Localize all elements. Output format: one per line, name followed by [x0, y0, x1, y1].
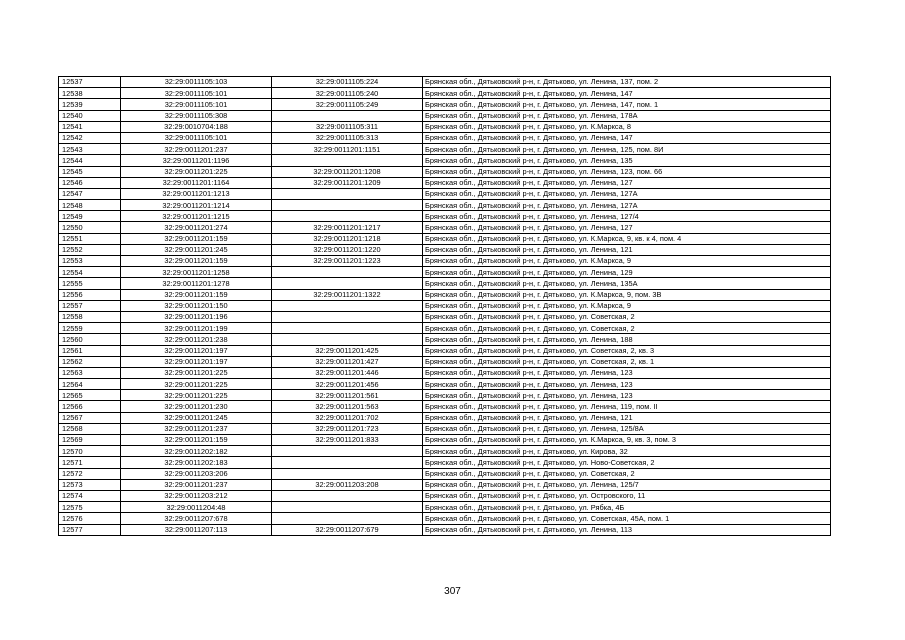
- table-row: [59, 177, 831, 188]
- object-number-cell: [272, 155, 423, 166]
- record-number-cell: 12549: [59, 211, 121, 222]
- object-number-cell: [272, 188, 423, 199]
- table-row: [59, 435, 831, 446]
- parcel-number-cell: 32:29:0011105:308: [121, 110, 272, 121]
- object-number-cell: 32:29:0011105:240: [272, 88, 423, 99]
- parcel-number-cell: 32:29:0011201:225: [121, 390, 272, 401]
- record-number-cell: 12542: [59, 132, 121, 143]
- address-cell: Брянская обл., Дятьковский р-н, г. Дятьково, ул. Ленина, 135А: [423, 278, 831, 289]
- address-cell: Брянская обл., Дятьковский р-н, г. Дятьково, ул. Ленина, 127А: [423, 200, 831, 211]
- record-number-cell: 12543: [59, 144, 121, 155]
- object-number-cell: 32:29:0011201:702: [272, 412, 423, 423]
- object-number-cell: [272, 457, 423, 468]
- object-number-cell: 32:29:0011105:224: [272, 77, 423, 88]
- record-number-cell: 12565: [59, 390, 121, 401]
- parcel-number-cell: 32:29:0011201:196: [121, 311, 272, 322]
- table-row: [59, 412, 831, 423]
- object-number-cell: 32:29:0011201:1220: [272, 244, 423, 255]
- table-row: [59, 144, 831, 155]
- table-row: [59, 379, 831, 390]
- table-row: [59, 233, 831, 244]
- parcel-number-cell: 32:29:0011202:182: [121, 446, 272, 457]
- address-cell: Брянская обл., Дятьковский р-н, г. Дятьково, ул. Ленина, 125/7: [423, 479, 831, 490]
- address-cell: Брянская обл., Дятьковский р-н, г. Дятьково, ул. Ленина, 127: [423, 177, 831, 188]
- record-number-cell: 12547: [59, 188, 121, 199]
- table-row: [59, 446, 831, 457]
- address-cell: Брянская обл., Дятьковский р-н, г. Дятьково, ул. Советская, 2: [423, 311, 831, 322]
- address-cell: Брянская обл., Дятьковский р-н, г. Дятьково, ул. К.Маркса, 9, кв. 3, пом. 3: [423, 435, 831, 446]
- object-number-cell: 32:29:0011201:1217: [272, 222, 423, 233]
- parcel-number-cell: 32:29:0011201:1215: [121, 211, 272, 222]
- parcel-number-cell: 32:29:0011201:1214: [121, 200, 272, 211]
- record-number-cell: 12566: [59, 401, 121, 412]
- table-row: [59, 334, 831, 345]
- page-number: 307: [444, 586, 461, 597]
- record-number-cell: 12560: [59, 334, 121, 345]
- object-number-cell: 32:29:0011105:311: [272, 121, 423, 132]
- table-row: [59, 200, 831, 211]
- record-number-cell: 12540: [59, 110, 121, 121]
- table-row: [59, 77, 831, 88]
- record-number-cell: 12557: [59, 300, 121, 311]
- table-row: [59, 300, 831, 311]
- table-row: [59, 289, 831, 300]
- object-number-cell: 32:29:0011201:1218: [272, 233, 423, 244]
- object-number-cell: 32:29:0011207:679: [272, 524, 423, 535]
- cadastral-table: [58, 76, 831, 536]
- address-cell: Брянская обл., Дятьковский р-н, г. Дятьково, ул. Ленина, 137, пом. 2: [423, 77, 831, 88]
- parcel-number-cell: 32:29:0011207:113: [121, 524, 272, 535]
- address-cell: Брянская обл., Дятьковский р-н, г. Дятьково, ул. Советская, 2, кв. 1: [423, 356, 831, 367]
- parcel-number-cell: 32:29:0011201:1196: [121, 155, 272, 166]
- object-number-cell: [272, 267, 423, 278]
- parcel-number-cell: 32:29:0011201:1213: [121, 188, 272, 199]
- table-row: [59, 502, 831, 513]
- record-number-cell: 12551: [59, 233, 121, 244]
- address-cell: Брянская обл., Дятьковский р-н, г. Дятьково, ул. Советская, 2, кв. 3: [423, 345, 831, 356]
- record-number-cell: 12572: [59, 468, 121, 479]
- record-number-cell: 12556: [59, 289, 121, 300]
- parcel-number-cell: 32:29:0011201:159: [121, 256, 272, 267]
- table-row: [59, 468, 831, 479]
- table-row: [59, 166, 831, 177]
- record-number-cell: 12541: [59, 121, 121, 132]
- parcel-number-cell: 32:29:0011201:237: [121, 144, 272, 155]
- table-row: [59, 121, 831, 132]
- table-row: [59, 457, 831, 468]
- object-number-cell: [272, 446, 423, 457]
- parcel-number-cell: 32:29:0011201:237: [121, 423, 272, 434]
- object-number-cell: [272, 490, 423, 501]
- parcel-number-cell: 32:29:0011201:1278: [121, 278, 272, 289]
- object-number-cell: 32:29:0011201:833: [272, 435, 423, 446]
- parcel-number-cell: 32:29:0011105:101: [121, 132, 272, 143]
- address-cell: Брянская обл., Дятьковский р-н, г. Дятьково, ул. Кирова, 32: [423, 446, 831, 457]
- record-number-cell: 12553: [59, 256, 121, 267]
- parcel-number-cell: 32:29:0011202:183: [121, 457, 272, 468]
- record-number-cell: 12559: [59, 323, 121, 334]
- object-number-cell: 32:29:0011201:425: [272, 345, 423, 356]
- parcel-number-cell: 32:29:0011203:206: [121, 468, 272, 479]
- address-cell: Брянская обл., Дятьковский р-н, г. Дятьково, ул. Островского, 11: [423, 490, 831, 501]
- table-body: [59, 77, 831, 536]
- object-number-cell: [272, 502, 423, 513]
- address-cell: Брянская обл., Дятьковский р-н, г. Дятьково, ул. Ленина, 135: [423, 155, 831, 166]
- table-row: [59, 423, 831, 434]
- record-number-cell: 12558: [59, 311, 121, 322]
- table-row: [59, 401, 831, 412]
- table-row: [59, 513, 831, 524]
- record-number-cell: 12554: [59, 267, 121, 278]
- table-row: [59, 222, 831, 233]
- record-number-cell: 12552: [59, 244, 121, 255]
- address-cell: Брянская обл., Дятьковский р-н, г. Дятьково, ул. Ленина, 125/8А: [423, 423, 831, 434]
- record-number-cell: 12561: [59, 345, 121, 356]
- parcel-number-cell: 32:29:0011204:48: [121, 502, 272, 513]
- object-number-cell: [272, 334, 423, 345]
- table-row: [59, 132, 831, 143]
- record-number-cell: 12563: [59, 367, 121, 378]
- record-number-cell: 12569: [59, 435, 121, 446]
- record-number-cell: 12567: [59, 412, 121, 423]
- address-cell: Брянская обл., Дятьковский р-н, г. Дятьково, ул. Ленина, 125, пом. 8И: [423, 144, 831, 155]
- table-row: [59, 356, 831, 367]
- address-cell: Брянская обл., Дятьковский р-н, г. Дятьково, ул. Советская, 2: [423, 323, 831, 334]
- object-number-cell: 32:29:0011201:561: [272, 390, 423, 401]
- parcel-number-cell: 32:29:0011105:101: [121, 88, 272, 99]
- address-cell: Брянская обл., Дятьковский р-н, г. Дятьково, ул. Ленина, 123: [423, 367, 831, 378]
- record-number-cell: 12574: [59, 490, 121, 501]
- table-row: [59, 311, 831, 322]
- parcel-number-cell: 32:29:0011201:225: [121, 367, 272, 378]
- record-number-cell: 12577: [59, 524, 121, 535]
- parcel-number-cell: 32:29:0011201:245: [121, 244, 272, 255]
- parcel-number-cell: 32:29:0011201:159: [121, 435, 272, 446]
- address-cell: Брянская обл., Дятьковский р-н, г. Дятьково, ул. Ленина, 121: [423, 412, 831, 423]
- table-row: [59, 256, 831, 267]
- record-number-cell: 12550: [59, 222, 121, 233]
- object-number-cell: [272, 211, 423, 222]
- parcel-number-cell: 32:29:0011201:197: [121, 356, 272, 367]
- parcel-number-cell: 32:29:0011201:238: [121, 334, 272, 345]
- table-row: [59, 155, 831, 166]
- address-cell: Брянская обл., Дятьковский р-н, г. Дятьково, ул. Ленина, 119, пом. II: [423, 401, 831, 412]
- address-cell: Брянская обл., Дятьковский р-н, г. Дятьково, ул. Ленина, 127А: [423, 188, 831, 199]
- parcel-number-cell: 32:29:0011201:225: [121, 166, 272, 177]
- address-cell: Брянская обл., Дятьковский р-н, г. Дятьково, ул. К.Маркса, 9: [423, 256, 831, 267]
- parcel-number-cell: 32:29:0011201:1258: [121, 267, 272, 278]
- address-cell: Брянская обл., Дятьковский р-н, г. Дятьково, ул. Ленина, 121: [423, 244, 831, 255]
- table-row: [59, 323, 831, 334]
- object-number-cell: 32:29:0011201:563: [272, 401, 423, 412]
- record-number-cell: 12537: [59, 77, 121, 88]
- table-row: [59, 390, 831, 401]
- table-row: [59, 345, 831, 356]
- address-cell: Брянская обл., Дятьковский р-н, г. Дятьково, ул. Ленина, 123, пом. 66: [423, 166, 831, 177]
- address-cell: Брянская обл., Дятьковский р-н, г. Дятьково, ул. Советская, 45А, пом. 1: [423, 513, 831, 524]
- address-cell: Брянская обл., Дятьковский р-н, г. Дятьково, ул. К.Маркса, 9, пом. 3В: [423, 289, 831, 300]
- parcel-number-cell: 32:29:0011201:159: [121, 233, 272, 244]
- parcel-number-cell: 32:29:0011203:212: [121, 490, 272, 501]
- parcel-number-cell: 32:29:0011201:159: [121, 289, 272, 300]
- address-cell: Брянская обл., Дятьковский р-н, г. Дятьково, ул. К.Маркса, 8: [423, 121, 831, 132]
- record-number-cell: 12573: [59, 479, 121, 490]
- object-number-cell: 32:29:0011203:208: [272, 479, 423, 490]
- address-cell: Брянская обл., Дятьковский р-н, г. Дятьково, ул. Ленина, 123: [423, 379, 831, 390]
- table-row: [59, 490, 831, 501]
- address-cell: Брянская обл., Дятьковский р-н, г. Дятьково, ул. Ленина, 127/4: [423, 211, 831, 222]
- record-number-cell: 12544: [59, 155, 121, 166]
- parcel-number-cell: 32:29:0011201:237: [121, 479, 272, 490]
- object-number-cell: 32:29:0011201:1209: [272, 177, 423, 188]
- object-number-cell: 32:29:0011201:456: [272, 379, 423, 390]
- record-number-cell: 12555: [59, 278, 121, 289]
- table-row: [59, 278, 831, 289]
- object-number-cell: [272, 468, 423, 479]
- record-number-cell: 12562: [59, 356, 121, 367]
- table-row: [59, 110, 831, 121]
- parcel-number-cell: 32:29:0011201:230: [121, 401, 272, 412]
- object-number-cell: [272, 300, 423, 311]
- object-number-cell: [272, 311, 423, 322]
- parcel-number-cell: 32:29:0011201:245: [121, 412, 272, 423]
- address-cell: Брянская обл., Дятьковский р-н, г. Дятьково, ул. Ленина, 147: [423, 88, 831, 99]
- object-number-cell: 32:29:0011201:446: [272, 367, 423, 378]
- parcel-number-cell: 32:29:0011201:199: [121, 323, 272, 334]
- table-row: [59, 367, 831, 378]
- parcel-number-cell: 32:29:0011201:150: [121, 300, 272, 311]
- address-cell: Брянская обл., Дятьковский р-н, г. Дятьково, ул. Ленина, 113: [423, 524, 831, 535]
- table-row: [59, 88, 831, 99]
- object-number-cell: [272, 200, 423, 211]
- parcel-number-cell: 32:29:0010704:188: [121, 121, 272, 132]
- parcel-number-cell: 32:29:0011201:1164: [121, 177, 272, 188]
- object-number-cell: 32:29:0011201:1322: [272, 289, 423, 300]
- table-row: [59, 244, 831, 255]
- parcel-number-cell: 32:29:0011201:274: [121, 222, 272, 233]
- record-number-cell: 12571: [59, 457, 121, 468]
- address-cell: Брянская обл., Дятьковский р-н, г. Дятьково, ул. Рябка, 4Б: [423, 502, 831, 513]
- parcel-number-cell: 32:29:0011201:197: [121, 345, 272, 356]
- table-row: [59, 211, 831, 222]
- address-cell: Брянская обл., Дятьковский р-н, г. Дятьково, ул. К.Маркса, 9: [423, 300, 831, 311]
- object-number-cell: [272, 110, 423, 121]
- table-row: [59, 479, 831, 490]
- table-row: [59, 267, 831, 278]
- parcel-number-cell: 32:29:0011201:225: [121, 379, 272, 390]
- table-row: [59, 524, 831, 535]
- record-number-cell: 12576: [59, 513, 121, 524]
- table-row: [59, 99, 831, 110]
- address-cell: Брянская обл., Дятьковский р-н, г. Дятьково, ул. Ново-Советская, 2: [423, 457, 831, 468]
- address-cell: Брянская обл., Дятьковский р-н, г. Дятьково, ул. Советская, 2: [423, 468, 831, 479]
- record-number-cell: 12564: [59, 379, 121, 390]
- document-sheet: [58, 76, 831, 536]
- parcel-number-cell: 32:29:0011207:678: [121, 513, 272, 524]
- record-number-cell: 12538: [59, 88, 121, 99]
- address-cell: Брянская обл., Дятьковский р-н, г. Дятьково, ул. Ленина, 129: [423, 267, 831, 278]
- address-cell: Брянская обл., Дятьковский р-н, г. Дятьково, ул. Ленина, 188: [423, 334, 831, 345]
- record-number-cell: 12545: [59, 166, 121, 177]
- record-number-cell: 12548: [59, 200, 121, 211]
- object-number-cell: 32:29:0011201:427: [272, 356, 423, 367]
- record-number-cell: 12539: [59, 99, 121, 110]
- object-number-cell: 32:29:0011201:723: [272, 423, 423, 434]
- object-number-cell: 32:29:0011201:1223: [272, 256, 423, 267]
- table-row: [59, 188, 831, 199]
- object-number-cell: 32:29:0011105:249: [272, 99, 423, 110]
- address-cell: Брянская обл., Дятьковский р-н, г. Дятьково, ул. Ленина, 178А: [423, 110, 831, 121]
- object-number-cell: [272, 278, 423, 289]
- address-cell: Брянская обл., Дятьковский р-н, г. Дятьково, ул. Ленина, 127: [423, 222, 831, 233]
- object-number-cell: 32:29:0011201:1151: [272, 144, 423, 155]
- address-cell: Брянская обл., Дятьковский р-н, г. Дятьково, ул. Ленина, 147: [423, 132, 831, 143]
- object-number-cell: [272, 323, 423, 334]
- record-number-cell: 12570: [59, 446, 121, 457]
- parcel-number-cell: 32:29:0011105:103: [121, 77, 272, 88]
- object-number-cell: [272, 513, 423, 524]
- object-number-cell: 32:29:0011105:313: [272, 132, 423, 143]
- record-number-cell: 12568: [59, 423, 121, 434]
- object-number-cell: 32:29:0011201:1208: [272, 166, 423, 177]
- address-cell: Брянская обл., Дятьковский р-н, г. Дятьково, ул. Ленина, 123: [423, 390, 831, 401]
- address-cell: Брянская обл., Дятьковский р-н, г. Дятьково, ул. К.Маркса, 9, кв. к 4, пом. 4: [423, 233, 831, 244]
- record-number-cell: 12546: [59, 177, 121, 188]
- record-number-cell: 12575: [59, 502, 121, 513]
- parcel-number-cell: 32:29:0011105:101: [121, 99, 272, 110]
- address-cell: Брянская обл., Дятьковский р-н, г. Дятьково, ул. Ленина, 147, пом. 1: [423, 99, 831, 110]
